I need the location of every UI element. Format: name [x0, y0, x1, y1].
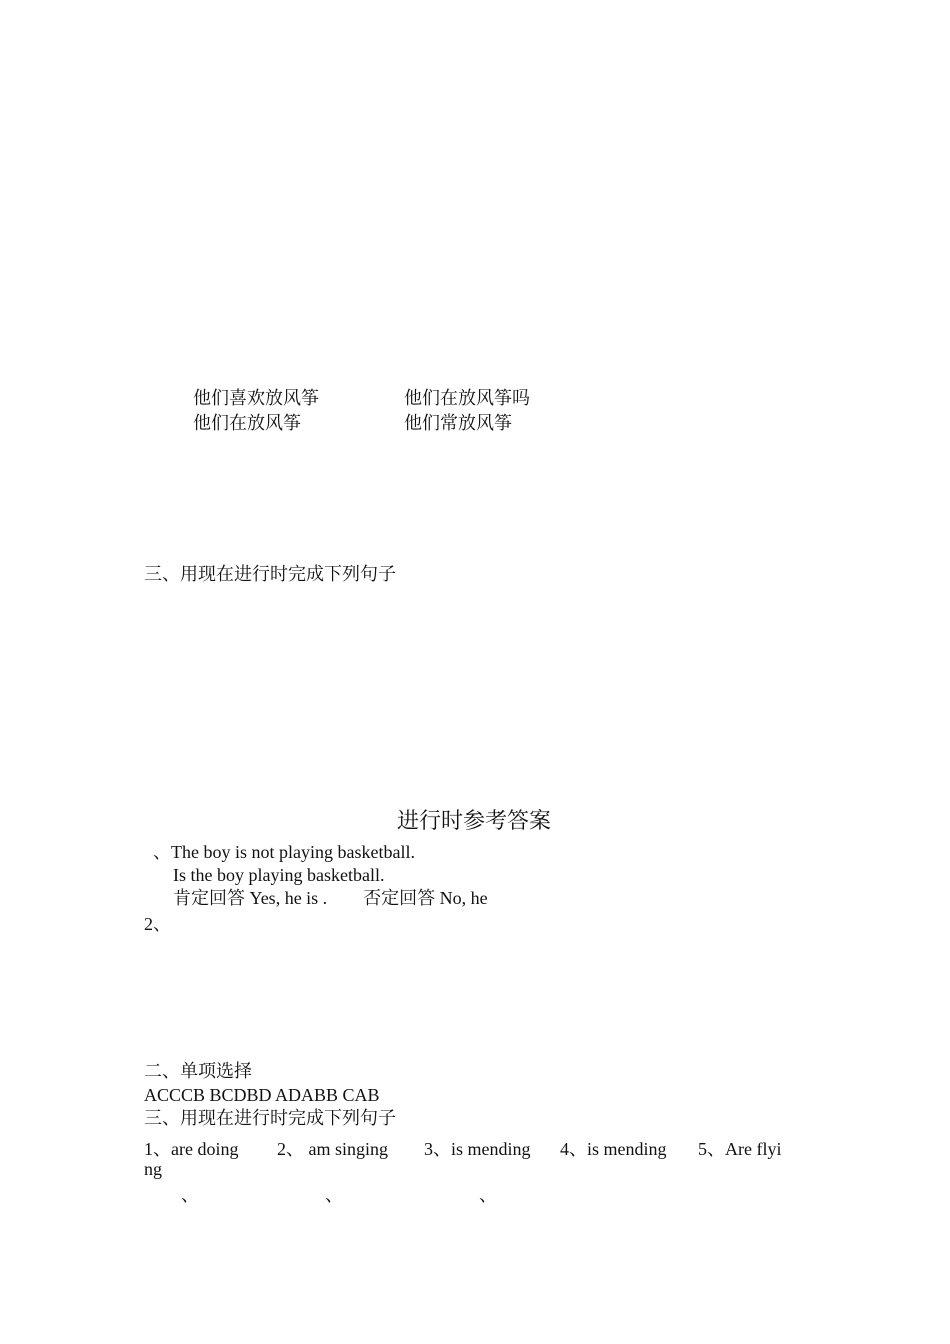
- answer-item-5-wrap: ng: [144, 1159, 162, 1179]
- answer-item-3: 3、is mending: [424, 1139, 531, 1159]
- answer-1-short-answers: 肯定回答 Yes, he is . 否定回答 No, he: [173, 888, 488, 908]
- sentence-they-often-fly-kites: 他们常放风筝: [404, 413, 512, 433]
- answer-key-title: 进行时参考答案: [397, 808, 552, 833]
- section-three-answers-heading: 三、用现在进行时完成下列句子: [144, 1108, 396, 1128]
- answer-2-label: 2、: [144, 914, 171, 934]
- sentence-like-flying-kites: 他们喜欢放风筝: [193, 388, 319, 408]
- answer-item-2: 2、 am singing: [277, 1139, 388, 1159]
- sentence-are-they-flying-kites: 他们在放风筝吗: [404, 388, 530, 408]
- answer-item-4: 4、is mending: [560, 1139, 667, 1159]
- trailing-mark-2: 、: [325, 1185, 343, 1205]
- sentence-they-are-flying-kites: 他们在放风筝: [193, 413, 301, 433]
- trailing-mark-3: 、: [479, 1185, 497, 1205]
- answer-item-5: 5、Are flyi: [698, 1139, 782, 1159]
- answer-1-negative: 、The boy is not playing basketball.: [153, 842, 415, 862]
- section-two-answers: ACCCB BCDBD ADABB CAB: [144, 1085, 380, 1105]
- section-three-heading: 三、用现在进行时完成下列句子: [144, 564, 396, 584]
- answer-item-1: 1、are doing: [144, 1139, 239, 1159]
- answer-1-question: Is the boy playing basketball.: [173, 865, 385, 885]
- trailing-mark-1: 、: [181, 1185, 199, 1205]
- section-two-heading: 二、单项选择: [144, 1061, 252, 1081]
